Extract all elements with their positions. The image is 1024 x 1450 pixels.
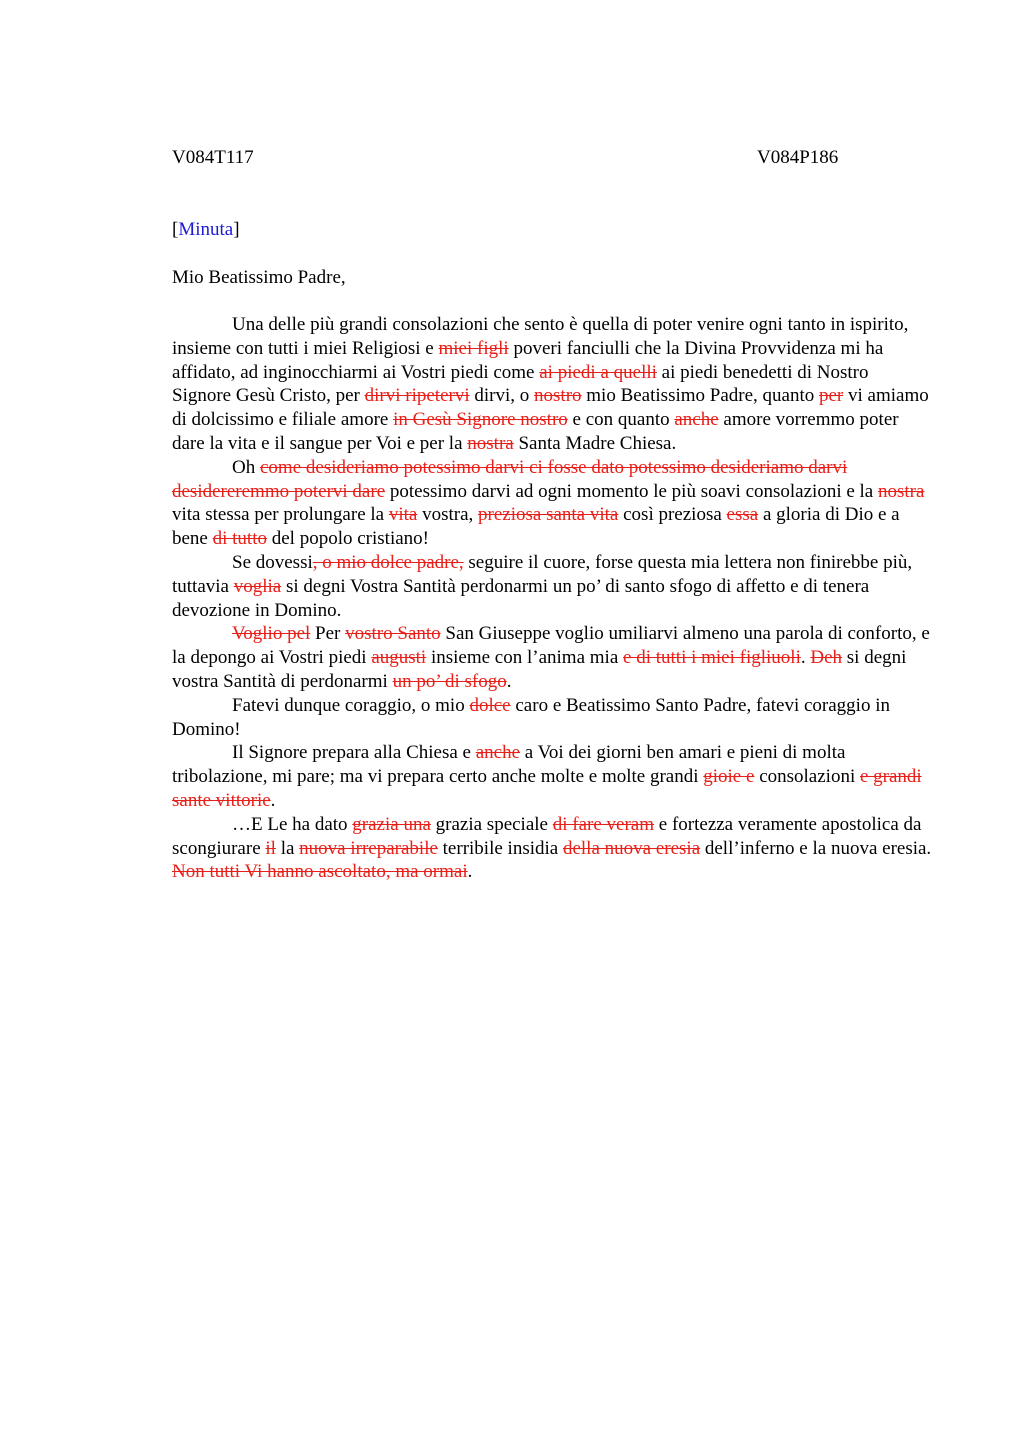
deleted-text: Non tutti Vi hanno ascoltato, ma ormai xyxy=(172,861,468,883)
paragraph-text: Santa Madre Chiesa. xyxy=(513,432,677,454)
paragraph-text: vita stessa per prolungare la xyxy=(172,504,389,526)
document-reference-right: V084P186 xyxy=(757,147,839,168)
paragraph-text: la xyxy=(275,837,300,859)
paragraph-text: grazia speciale xyxy=(430,813,553,835)
paragraph-text: Se dovessi xyxy=(232,551,313,573)
paragraph-text: …E Le ha dato xyxy=(232,813,353,835)
paragraph-text: . xyxy=(270,789,276,811)
letter-paragraph xyxy=(172,741,932,812)
deleted-text: per xyxy=(819,385,844,407)
deleted-text: e grandi sante vittorie xyxy=(172,766,922,811)
label-open-bracket: [ xyxy=(172,219,179,240)
letter-body xyxy=(172,313,932,884)
deleted-text: nostra xyxy=(878,480,925,502)
deleted-text: un po’ di sfogo xyxy=(392,670,507,692)
deleted-text: grazia una xyxy=(352,813,431,835)
paragraph-text: seguire il cuore, forse questa mia lettera non finirebbe più, tuttavia xyxy=(172,551,913,597)
paragraph-text: mio Beatissimo Padre, quanto xyxy=(581,385,819,407)
deleted-text: Voglio pel xyxy=(232,623,311,645)
deleted-text: voglia xyxy=(233,575,282,597)
paragraph-text: del popolo cristiano! xyxy=(267,528,429,550)
salutation: Mio Beatissimo Padre, xyxy=(172,267,346,288)
deleted-text: di fare veram xyxy=(552,813,655,835)
paragraph-text: vi amiamo di dolcissimo e filiale amore xyxy=(172,385,929,431)
deleted-text: in Gesù Signore nostro xyxy=(393,409,568,431)
deleted-text: della nuova eresia xyxy=(562,837,701,859)
paragraph-text: . xyxy=(800,647,811,669)
deleted-text: nuova irreparabile xyxy=(299,837,438,859)
deleted-text: preziosa santa vita xyxy=(478,504,619,526)
paragraph-text: Una delle più grandi consolazioni che sento è quella di poter venire ogni tanto in ispirito, insieme con tutti i miei Religiosi e xyxy=(172,314,909,359)
deleted-text: anche xyxy=(475,742,521,764)
paragraph-text: così preziosa xyxy=(618,504,727,526)
letter-paragraph xyxy=(172,456,932,551)
letter-paragraph xyxy=(172,313,932,456)
deleted-text: come desideriamo potessimo darvi ci fosse dato potessimo desideriamo darvi desidereremmo potervi dare xyxy=(172,456,848,502)
paragraph-text: Oh xyxy=(232,456,260,478)
label-minuta: Minuta xyxy=(178,219,234,240)
deleted-text: ai piedi a quelli xyxy=(539,361,657,383)
paragraph-text: dell’inferno e la nuova eresia. xyxy=(700,837,932,859)
letter-paragraph xyxy=(172,622,932,693)
deleted-text: anche xyxy=(674,409,719,431)
deleted-text: vita xyxy=(388,504,418,526)
paragraph-text: ai piedi benedetti di Nostro Signore Gesù Cristo, per xyxy=(172,361,869,407)
paragraph-text: poveri fanciulli che la Divina Provvidenza mi ha affidato, ad inginocchiarmi ai Vostri piedi come xyxy=(172,337,884,383)
letter-paragraph xyxy=(172,694,932,742)
paragraph-text: insieme con l’anima mia xyxy=(426,647,624,669)
paragraph-text: a Voi dei giorni ben amari e pieni di molta tribolazione, mi pare; ma vi prepara certo anche molte e molte grandi xyxy=(172,742,846,788)
deleted-text: nostra xyxy=(467,432,514,454)
paragraph-text: terribile insidia xyxy=(437,837,563,859)
deleted-text: essa xyxy=(726,504,759,526)
paragraph-text: amore vorremmo poter dare la vita e il sangue per Voi e per la xyxy=(172,409,899,454)
deleted-text: nostro xyxy=(534,385,582,407)
deleted-text: augusti xyxy=(371,647,427,669)
paragraph-text: dirvi, o xyxy=(469,385,535,407)
paragraph-text: Il Signore prepara alla Chiesa e xyxy=(232,742,476,764)
paragraph-text: potessimo darvi ad ogni momento le più soavi consolazioni e la xyxy=(385,480,878,502)
document-label xyxy=(172,218,240,242)
paragraph-text: si degni vostra Santità di perdonarmi xyxy=(172,647,907,692)
deleted-text: miei figli xyxy=(438,337,509,359)
paragraph-text: e con quanto xyxy=(567,409,675,431)
paragraph-text: vostra, xyxy=(417,504,479,526)
paragraph-text: Per xyxy=(310,623,346,645)
letter-paragraph xyxy=(172,813,932,884)
paragraph-text: caro e Beatissimo Santo Padre, fatevi coraggio in Domino! xyxy=(172,694,890,740)
deleted-text: e di tutti i miei figliuoli xyxy=(623,647,801,669)
deleted-text: gioie e xyxy=(703,766,755,788)
paragraph-text: . xyxy=(506,670,512,692)
deleted-text: di tutto xyxy=(212,528,267,550)
paragraph-text: San Giuseppe voglio umiliarvi almeno una parola di conforto, e la depongo ai Vostri piedi xyxy=(172,623,930,669)
deleted-text: dirvi ripetervi xyxy=(364,385,470,407)
document-reference-left: V084T117 xyxy=(172,147,254,168)
label-close-bracket: ] xyxy=(233,219,240,240)
deleted-text: Deh xyxy=(810,647,843,669)
deleted-text: dolce xyxy=(469,694,511,716)
paragraph-text: a gloria di Dio e a bene xyxy=(172,504,900,550)
paragraph-text: . xyxy=(467,861,473,883)
deleted-text: il xyxy=(265,837,276,859)
paragraph-text: consolazioni xyxy=(754,766,860,788)
paragraph-text: Fatevi dunque coraggio, o mio xyxy=(232,694,470,716)
paragraph-text: si degni Vostra Santità perdonarmi un po’ di santo sfogo di affetto e di tenera devozione in Domino. xyxy=(172,575,870,621)
deleted-text: , o mio dolce padre, xyxy=(312,551,464,573)
deleted-text: vostro Santo xyxy=(345,623,441,645)
paragraph-text: e fortezza veramente apostolica da scongiurare xyxy=(172,813,922,859)
letter-paragraph xyxy=(172,551,932,622)
